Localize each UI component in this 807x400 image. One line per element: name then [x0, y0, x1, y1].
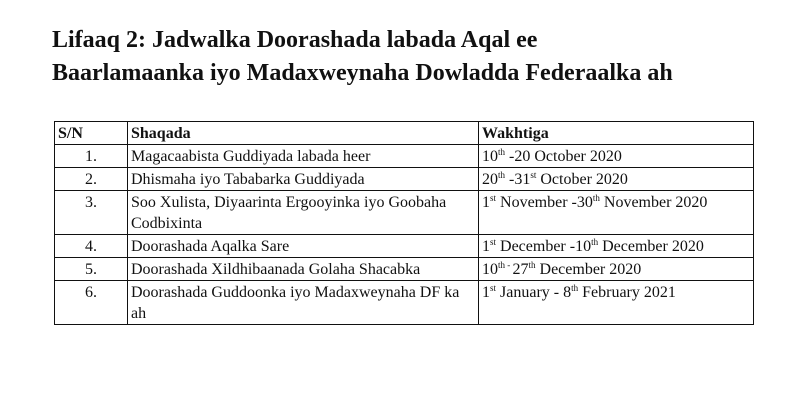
date-text: 1: [482, 194, 490, 211]
task-cell: Doorashada Xildhibaanada Golaha Shacabka: [128, 258, 479, 281]
date-text: 1: [482, 238, 490, 255]
date-text: -20 October 2020: [505, 148, 622, 165]
ordinal-suffix: th: [592, 193, 600, 203]
date-text: November -30: [496, 194, 593, 211]
time-cell: [479, 235, 754, 258]
table-row: [55, 191, 754, 235]
table-body: [55, 145, 754, 325]
row-number: 3.: [55, 191, 128, 235]
row-number: 1.: [55, 145, 128, 168]
date-text: December 2020: [535, 261, 642, 278]
date-text: 27: [512, 261, 529, 278]
ordinal-suffix: th -: [498, 260, 513, 270]
ordinal-suffix: st: [490, 283, 497, 293]
ordinal-suffix: th: [498, 147, 506, 157]
column-header-sn: S/N: [55, 122, 128, 145]
date-text: October 2020: [536, 171, 628, 188]
ordinal-suffix: st: [490, 193, 497, 203]
time-cell: [479, 258, 754, 281]
ordinal-suffix: th: [571, 283, 579, 293]
ordinal-suffix: st: [490, 237, 497, 247]
date-text: 20: [482, 171, 498, 188]
date-text: November 2020: [599, 194, 708, 211]
election-schedule-table: [54, 121, 754, 325]
column-header-time: Wakhtiga: [479, 122, 754, 145]
date-text: December 2020: [598, 238, 704, 255]
table-row: [55, 235, 754, 258]
task-cell: Doorashada Aqalka Sare: [128, 235, 479, 258]
task-cell: Magacaabista Guddiyada labada heer: [128, 145, 479, 168]
document-heading: [52, 24, 802, 90]
ordinal-suffix: th: [498, 170, 506, 180]
heading-line-1: Lifaaq 2: Jadwalka Doorashada labada Aqal ee: [52, 27, 538, 53]
table-row: [55, 145, 754, 168]
date-text: 10: [482, 148, 498, 165]
time-cell: [479, 281, 754, 325]
table-row: [55, 281, 754, 325]
date-text: 1: [482, 284, 490, 301]
heading-line-2: Baarlamaanka iyo Madaxweynaha Dowladda Federaalka ah: [52, 60, 673, 86]
date-text: December -10: [496, 238, 592, 255]
column-header-task: Shaqada: [128, 122, 479, 145]
time-cell: [479, 191, 754, 235]
row-number: 6.: [55, 281, 128, 325]
date-text: 10: [482, 261, 498, 278]
task-cell: Doorashada Guddoonka iyo Madaxweynaha DF ka ah: [128, 281, 479, 325]
task-cell: Dhismaha iyo Tababarka Guddiyada: [128, 168, 479, 191]
task-cell: Soo Xulista, Diyaarinta Ergooyinka iyo Goobaha Codbixinta: [128, 191, 479, 235]
time-cell: [479, 145, 754, 168]
date-text: February 2021: [578, 284, 676, 301]
ordinal-suffix: st: [530, 170, 537, 180]
date-text: -31: [505, 171, 531, 188]
ordinal-suffix: th: [528, 260, 536, 270]
table-row: [55, 258, 754, 281]
row-number: 2.: [55, 168, 128, 191]
ordinal-suffix: th: [591, 237, 599, 247]
row-number: 4.: [55, 235, 128, 258]
date-text: January - 8: [496, 284, 572, 301]
row-number: 5.: [55, 258, 128, 281]
table-row: [55, 168, 754, 191]
table-header-row: [55, 122, 754, 145]
time-cell: [479, 168, 754, 191]
